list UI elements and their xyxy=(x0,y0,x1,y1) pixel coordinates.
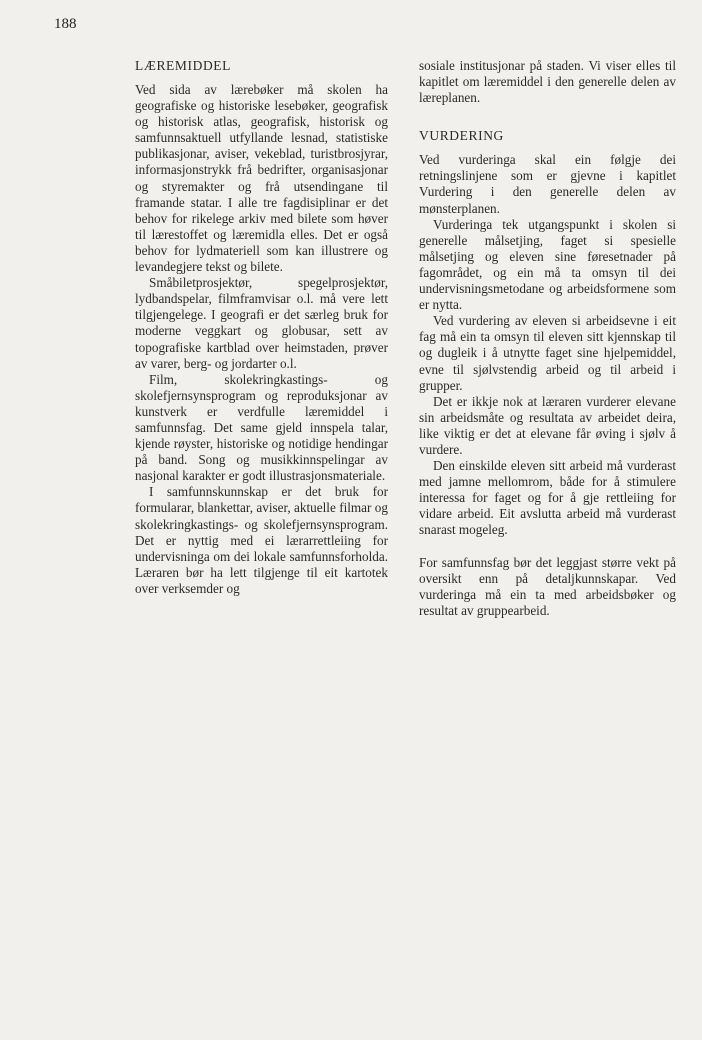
paragraph: Film, skolekringkastings- og skolefjernsynsprogram og reproduksjonar av kunstverk er verdfulle læremiddel i samfunnsfag. Det same gjeld innspela talar, kjende røyster, historiske og notidige hendingar på band. Song og musikkinnspelingar av nasjonal karakter er godt illustrasjonsmateriale. xyxy=(135,371,388,484)
closing-paragraph: For samfunnsfag bør det leggjast større vekt på oversikt enn på detaljkunnskapar. Ved vurderinga må ein ta med arbeidsbøker og resultat av gruppearbeid. xyxy=(419,554,676,618)
paragraph: Ved vurderinga skal ein følgje dei retningslinjene som er gjevne i kapitlet Vurdering i den generelle delen av mønsterplanen. xyxy=(419,152,676,216)
paragraph: Vurderinga tek utgangspunkt i skolen si generelle målsetjing, faget si spesielle målsetjing og eleven sine føresetnader på fagområdet, og ein må ta omsyn til dei undervisningsmetodane og arbeidsformene som er nytta. xyxy=(419,216,676,313)
section-heading-vurdering: VURDERING xyxy=(419,128,504,144)
right-column xyxy=(419,58,676,619)
paragraph: Ved vurdering av eleven si arbeidsevne i eit fag må ein ta omsyn til eleven sitt kjennskap til og dugleik i å utnytte faget sine hjelpemiddel, evne til sjølvstendig arbeid og til arbeid i grupper. xyxy=(419,313,676,393)
paragraph: Den einskilde eleven sitt arbeid må vurderast med jamne mellomrom, både for å stimulere interessa for faget og for å gje rettleiing for vidare arbeid. Eit avslutta arbeid må vurderast snarast mogeleg. xyxy=(419,458,676,538)
page-number: 188 xyxy=(54,16,77,32)
continued-paragraph: sosiale institusjonar på staden. Vi viser elles til kapitlet om læremiddel i den generelle delen av læreplanen. xyxy=(419,58,676,106)
paragraph: Ved sida av lærebøker må skolen ha geografiske og historiske lesebøker, geografisk og historisk atlas, geografisk, historisk og samfunnsaktuell utfyllande lesnad, statistiske publikasjonar, aviser, vekeblad, turistbrosjyrar, informasjonstrykk frå bedrifter, organisasjonar og styremakter og frå utsendingane til framande statar. I alle tre fagdisiplinar er det behov for rikelege arkiv med bilete som høver til lærestoffet og læremidla elles. Det er også behov for lydmateriell som kan illustrere og levandegjere tekst og bilete. xyxy=(135,82,388,275)
paragraph: Småbiletprosjektør, spegelprosjektør, lydbandspelar, filmframvisar o.l. må vere lett tilgjengelege. I geografi er det særleg bruk for moderne veggkart og globusar, sett av topografiske kartblad over heimstaden, prøver av varer, berg- og jordarter o.l. xyxy=(135,275,388,371)
paragraph: I samfunnskunnskap er det bruk for formularar, blankettar, aviser, aktuelle filmar og skolekringkastings- og skolefjernsynsprogram. Det er nyttig med ei lærarrettleiing for undervisninga om dei lokale samfunnsforholda. Læraren bør ha lett tilgjenge til eit kartotek over verksemder og xyxy=(135,484,388,596)
section-heading-laeremiddel: LÆREMIDDEL xyxy=(135,58,231,73)
left-column xyxy=(135,58,388,597)
paragraph: Det er ikkje nok at læraren vurderer elevane sin arbeidsmåte og resultata av arbeidet deira, like viktig er det at elevane får øving i sjølv å vurdere. xyxy=(419,393,676,457)
